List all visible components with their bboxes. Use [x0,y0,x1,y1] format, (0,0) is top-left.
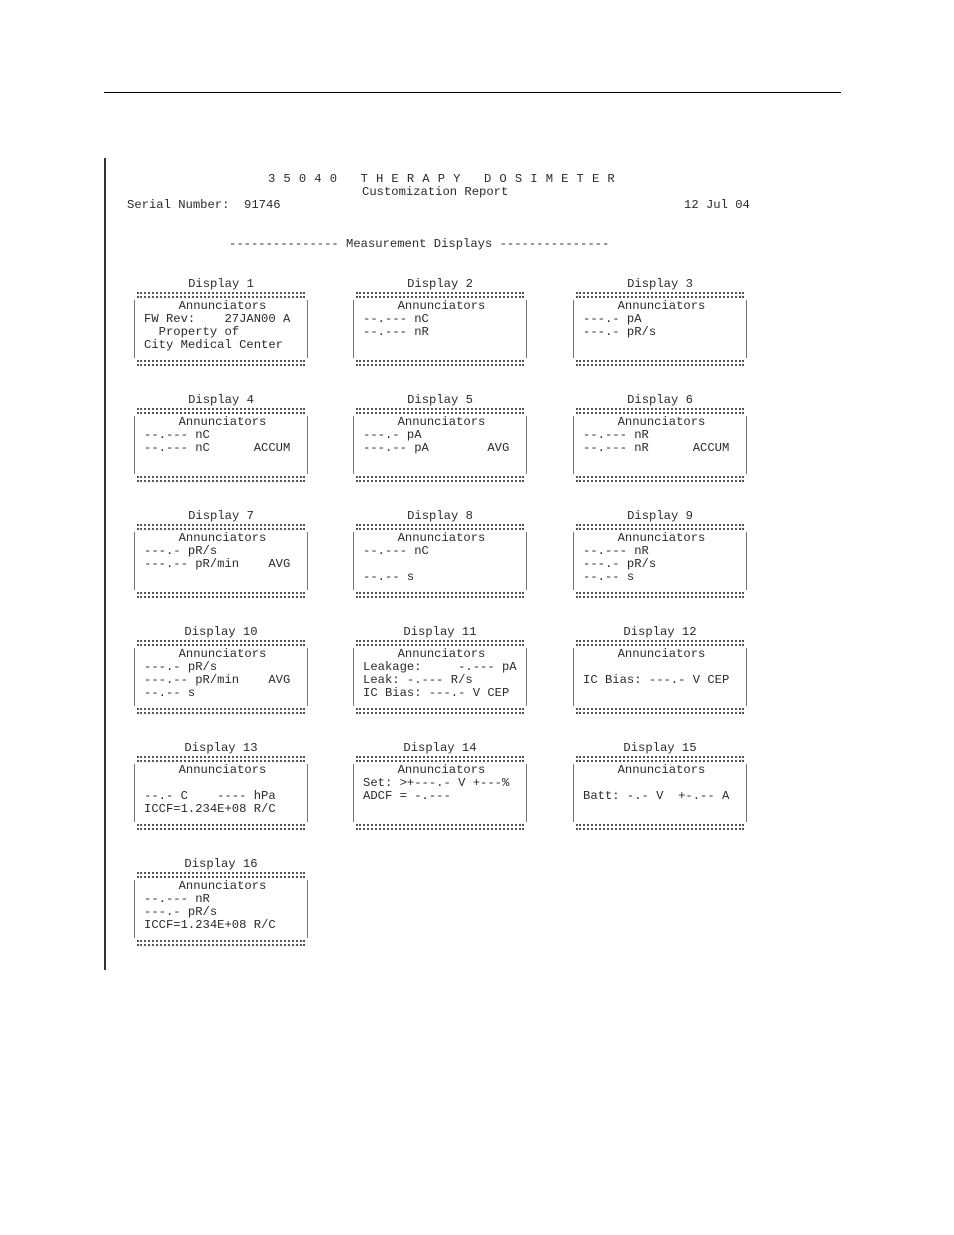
display-line: Property of [144,326,240,339]
display-line: --.--- nR ACCUM [583,442,730,455]
display-line: ---.-- pR/min AVG [144,558,291,571]
annunciators-label: Annunciators [397,764,486,777]
display-panel [133,740,309,830]
panel-bottom-rule [137,360,305,362]
display-line [363,558,520,571]
panel-top-rule [356,644,524,646]
panel-bottom-rule [356,592,524,594]
display-panel [352,392,528,482]
panel-top-rule [137,760,305,762]
panel-bottom-rule [137,944,305,946]
panel-bottom-rule [576,828,744,830]
display-line [583,455,740,468]
annunciators-label: Annunciators [617,764,706,777]
display-body [353,648,527,706]
annunciators-label: Annunciators [617,416,706,429]
display-line: ---.- pR/s [583,326,657,339]
display-line: ---.- pR/s [144,906,218,919]
display-line: IC Bias: ---.- V CEP [363,687,510,700]
panel-bottom-rule [576,476,744,478]
panel-top-rule [576,640,744,642]
display-line: --.- C ---- hPa [144,790,276,803]
display-title: Display 9 [627,509,693,523]
annunciators-label: Annunciators [397,300,486,313]
panel-top-rule [356,412,524,414]
panel-top-rule [576,760,744,762]
panel-top-rule [576,408,744,410]
display-body [134,300,308,358]
display-line: Leakage: -.--- pA [363,661,517,674]
display-title: Display 6 [627,393,693,407]
display-title: Display 12 [623,625,697,639]
annunciators-label: Annunciators [178,532,267,545]
display-line: --.--- nR [583,429,649,442]
panel-bottom-rule [356,360,524,362]
display-line: --.--- nC ACCUM [144,442,291,455]
panel-top-rule [137,872,305,874]
panel-bottom-rule [356,712,524,714]
panel-bottom-rule [576,592,744,594]
panel-top-rule [576,644,744,646]
display-line: --.--- nC [363,313,429,326]
display-title: Display 13 [184,741,258,755]
display-panel [572,740,748,830]
display-line [363,339,520,352]
display-panel [572,276,748,366]
annunciators-label: Annunciators [397,648,486,661]
panel-bottom-rule [356,824,524,826]
display-panel [572,508,748,598]
panel-bottom-rule [137,708,305,710]
display-body [353,416,527,474]
display-title: Display 5 [407,393,473,407]
display-body [353,300,527,358]
panel-top-rule [356,528,524,530]
display-body [573,648,747,706]
panel-bottom-rule [576,480,744,482]
display-body [573,764,747,822]
display-body [134,880,308,938]
panel-top-rule [137,644,305,646]
panel-top-rule [137,296,305,298]
panel-bottom-rule [356,476,524,478]
panel-bottom-rule [137,940,305,942]
display-line: ---.- pA [363,429,422,442]
display-line [144,571,301,584]
display-panel [352,276,528,366]
display-line: ---.-- pA AVG [363,442,510,455]
panel-top-rule [576,528,744,530]
display-line: ---.- pR/s [583,558,657,571]
panel-top-rule [137,412,305,414]
display-line: ---.-- pR/min AVG [144,674,291,687]
panel-top-rule [137,292,305,294]
display-body [134,416,308,474]
annunciators-label: Annunciators [617,300,706,313]
report-subtitle: Customization Report [362,185,509,199]
display-line: --.-- s [583,571,635,584]
display-panel [572,624,748,714]
display-panel [133,856,309,946]
display-line [583,339,740,352]
annunciators-label: Annunciators [617,532,706,545]
display-line: IC Bias: ---.- V CEP [583,674,730,687]
panel-bottom-rule [137,824,305,826]
display-line: ---.- pA [583,313,642,326]
display-line: --.-- s [144,687,196,700]
panel-bottom-rule [576,596,744,598]
display-line: --.--- nC [144,429,210,442]
display-title: Display 2 [407,277,473,291]
display-body [573,416,747,474]
panel-top-rule [356,640,524,642]
display-title: Display 14 [403,741,477,755]
panel-top-rule [137,524,305,526]
display-line [363,455,520,468]
panel-top-rule [356,756,524,758]
display-title: Display 15 [623,741,697,755]
display-line: --.--- nR [144,893,210,906]
panel-top-rule [356,292,524,294]
header-rule [104,92,841,93]
panel-top-rule [356,408,524,410]
display-body [134,648,308,706]
display-line [583,803,740,816]
panel-bottom-rule [137,828,305,830]
panel-bottom-rule [576,712,744,714]
scan-edge-line [104,158,106,970]
annunciators-label: Annunciators [617,648,706,661]
serial-value: 91746 [244,198,281,212]
display-line [583,777,740,790]
panel-top-rule [576,756,744,758]
display-title: Display 4 [188,393,254,407]
display-line: City Medical Center [144,339,283,352]
display-line: FW Rev: 27JAN00 A [144,313,291,326]
panel-bottom-rule [576,824,744,826]
annunciators-label: Annunciators [178,880,267,893]
panel-top-rule [576,524,744,526]
panel-bottom-rule [137,480,305,482]
display-line: ---.- pR/s [144,661,218,674]
annunciators-label: Annunciators [178,764,267,777]
panel-bottom-rule [576,360,744,362]
panel-bottom-rule [137,712,305,714]
display-panel [352,624,528,714]
display-line [363,803,520,816]
annunciators-label: Annunciators [178,648,267,661]
display-line: Batt: -.- V +-.-- A [583,790,730,803]
panel-top-rule [137,756,305,758]
display-body [573,532,747,590]
display-panel [352,508,528,598]
display-line: Leak: -.--- R/s [363,674,473,687]
panel-bottom-rule [356,828,524,830]
display-line: Set: >+---.- V +---% [363,777,510,790]
annunciators-label: Annunciators [178,416,267,429]
display-title: Display 10 [184,625,258,639]
display-body [573,300,747,358]
display-panel [572,392,748,482]
display-line: --.--- nR [363,326,429,339]
panel-top-rule [137,528,305,530]
display-title: Display 16 [184,857,258,871]
panel-bottom-rule [137,364,305,366]
display-title: Display 8 [407,509,473,523]
display-panel [352,740,528,830]
display-line: --.--- nC [363,545,429,558]
display-body [134,532,308,590]
display-line: ADCF = -.--- [363,790,451,803]
annunciators-label: Annunciators [178,300,267,313]
panel-top-rule [137,640,305,642]
panel-top-rule [137,408,305,410]
panel-bottom-rule [137,476,305,478]
panel-top-rule [576,296,744,298]
report-date: 12 Jul 04 [684,198,750,212]
display-title: Display 3 [627,277,693,291]
display-line: ---.- pR/s [144,545,218,558]
panel-bottom-rule [576,364,744,366]
panel-top-rule [356,760,524,762]
panel-bottom-rule [356,596,524,598]
display-title: Display 1 [188,277,254,291]
display-line: --.-- s [363,571,415,584]
report-title: 3 5 0 4 0 T H E R A P Y D O S I M E T E R [268,172,616,186]
display-line: --.--- nR [583,545,649,558]
panel-bottom-rule [356,364,524,366]
panel-top-rule [356,524,524,526]
serial-label: Serial Number: [127,198,230,212]
display-line [144,455,301,468]
display-line [144,777,301,790]
panel-top-rule [137,876,305,878]
annunciators-label: Annunciators [397,532,486,545]
display-panel [133,392,309,482]
display-title: Display 7 [188,509,254,523]
display-body [353,764,527,822]
panel-bottom-rule [576,708,744,710]
annunciators-label: Annunciators [397,416,486,429]
display-panel [133,624,309,714]
display-line [583,687,740,700]
section-title: --------------- Measurement Displays --------------- [229,237,610,251]
panel-top-rule [576,412,744,414]
display-panel [133,276,309,366]
serial-number [127,199,281,212]
panel-top-rule [356,296,524,298]
display-line [583,661,740,674]
panel-bottom-rule [137,596,305,598]
panel-bottom-rule [356,708,524,710]
panel-top-rule [576,292,744,294]
panel-bottom-rule [356,480,524,482]
display-body [353,532,527,590]
panel-bottom-rule [137,592,305,594]
display-line: ICCF=1.234E+08 R/C [144,919,276,932]
display-body [134,764,308,822]
display-title: Display 11 [403,625,477,639]
display-panel [133,508,309,598]
display-line: ICCF=1.234E+08 R/C [144,803,276,816]
